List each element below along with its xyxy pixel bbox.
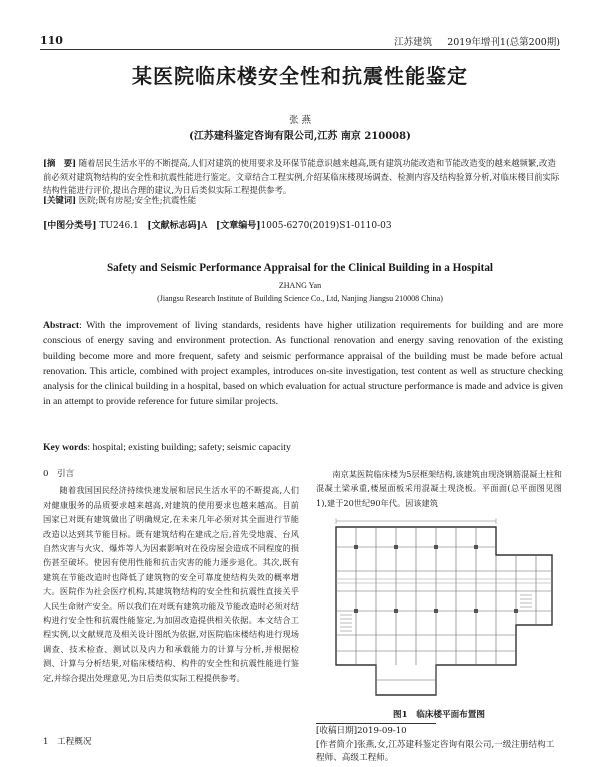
chinese-keywords xyxy=(43,194,563,208)
figure-caption: 图1 临床楼平面布置图 xyxy=(393,710,485,720)
column-5 xyxy=(354,609,358,613)
article-value: 1005-6270(2019)S1-0110-03 xyxy=(260,221,392,231)
intro-paragraph: 随着我国国民经济持续快速发展和居民生活水平的不断提高,人们对健康服务的品质要求越来越高,对建筑的使用要求也越来越高。目前国家已对既有建筑做出了明确规定,在未来几年必须对其全面进行节能改造以达到其节能目标。既有建筑结构在建成之后,首先受地震、台风自然灾害与火灾、爆炸等人为因素影响对在役房屋会造成不同程度的损伤甚至破坏。使因有使用性能和抗击灾害的能力逐步退化。其次,既有建筑在节能改造时也降低了建筑物的安全可靠度使结构失效的概率增大。医院作为社会医疗机构,其建筑物结构的安全性和抗震性直接关乎人民生命财产安全。所以我们在对既有建筑功能及节能改造时必须对结构进行安全性和抗震性能鉴定,为加固改造提供相关依据。本文结合工程实例,以文献规范及相关设计图纸为依据,对医院临床楼结构进行现场调查、技术检查、测试以及内力和承载能力的计算与分析,并根据检测、计算与分析结果,对临床楼结构、构件的安全性和抗震性能进行鉴定,并综合提出处理意见,为日后类似实际工程提供参考。 xyxy=(43,485,299,683)
column-7 xyxy=(434,609,438,613)
header-rule xyxy=(40,49,560,50)
column-2 xyxy=(394,545,398,549)
english-author: ZHANG Yan xyxy=(278,281,322,290)
keywords-label: [关键词] xyxy=(43,195,77,205)
english-affiliation: (Jiangsu Research Institute of Building Science Co., Ltd, Nanjing Jiangsu 210008 China) xyxy=(157,294,443,303)
plan-corridor xyxy=(336,579,552,583)
english-keywords-text: : hospital; existing building; safety; seismic capacity xyxy=(87,442,291,453)
author-bio: [作者简介]张燕,女,江苏建科鉴定咨询有限公司,一级注册结构工程师、高级工程师。 xyxy=(316,739,555,763)
stair-right xyxy=(520,595,532,607)
right-column-text: 南京某医院临床楼为5层框架结构,该建筑由现浇钢筋混凝土柱和混凝土梁承重,楼屋面板采用混凝土现浇板。平面面(总平面图见图1),建于20世纪90年代。因该建筑 xyxy=(316,469,562,508)
page-number: 110 xyxy=(40,34,63,47)
plan-grid-horizontals xyxy=(336,547,552,680)
keywords-text: 医院;既有房屋;安全性;抗震性能 xyxy=(78,195,197,205)
english-abstract-text: : With the improvement of living standards, residents have higher utilization requirements for building and are more conscious of energy saving and environment protection. As functional renovation and energy saving renovation of the existing building become more and more frequent, safety and seismic performance appraisal of the building must be made before actual renovation. This article, combined with project examples, introduces on-site investigation, test content as well as structure checking analysis for the clinical building in a hospital, based on which evaluation for actual structure performance is made and advice is given in an attempt to provide reference for future similar projects. xyxy=(43,320,563,408)
column-4 xyxy=(474,545,478,549)
affiliation: (江苏建科鉴定咨询有限公司,江苏 南京 210008) xyxy=(189,131,411,142)
author-name: 张 燕 xyxy=(288,115,312,126)
doc-value: A xyxy=(200,221,208,231)
footnote-rule xyxy=(316,723,436,724)
intro-heading: 0 引言 xyxy=(43,469,75,479)
paper-title: 某医院临床楼安全性和抗震性能鉴定 xyxy=(132,64,468,88)
chinese-abstract xyxy=(43,157,563,198)
doc-label: [文献标志码] xyxy=(147,221,201,231)
abstract-text: 随着居民生活水平的不断提高,人们对建筑的使用要求及环保节能意识越来越高,既有建筑功能改造和节能改造变的越来越频繁,改造前必须对建筑物结构的安全性和抗震性能进行鉴定。文章结合工程实例,介绍某临床楼现场调查、检测内容及结构验算分析,对临床楼目前实际结构性能进行评价,提出合理的建议,为日后类似实际工程提供参考。 xyxy=(43,158,560,195)
english-title: Safety and Seismic Performance Appraisal for the Clinical Building in a Hospital xyxy=(106,262,494,274)
english-abstract-label: Abstract xyxy=(43,320,80,331)
footnote xyxy=(316,725,562,766)
column-9 xyxy=(514,609,518,613)
classification-line xyxy=(43,220,563,234)
column-6 xyxy=(394,609,398,613)
english-abstract xyxy=(43,318,563,410)
journal-info xyxy=(394,34,560,48)
stair-left xyxy=(340,615,352,631)
article-label: [文章编号] xyxy=(215,221,261,231)
page-header xyxy=(40,34,560,48)
column-3 xyxy=(434,545,438,549)
english-keywords xyxy=(43,442,563,453)
received-date: [收稿日期]2019-09-10 xyxy=(316,726,407,736)
clc-value: TU246.1 xyxy=(99,221,139,231)
left-column xyxy=(43,467,299,685)
floor-plan-figure xyxy=(316,515,562,707)
journal-issue: 2019年增刊1(总第200期) xyxy=(447,37,560,48)
column-8 xyxy=(474,609,478,613)
section1-heading: 1 工程概况 xyxy=(43,737,92,747)
clc-label: [中图分类号] xyxy=(43,221,97,231)
abstract-label: [摘 要] xyxy=(43,158,77,168)
english-keywords-label: Key words xyxy=(43,442,88,453)
column-1 xyxy=(354,545,358,549)
plan-dimension-line xyxy=(336,518,496,524)
journal-name: 江苏建筑 xyxy=(394,37,433,48)
